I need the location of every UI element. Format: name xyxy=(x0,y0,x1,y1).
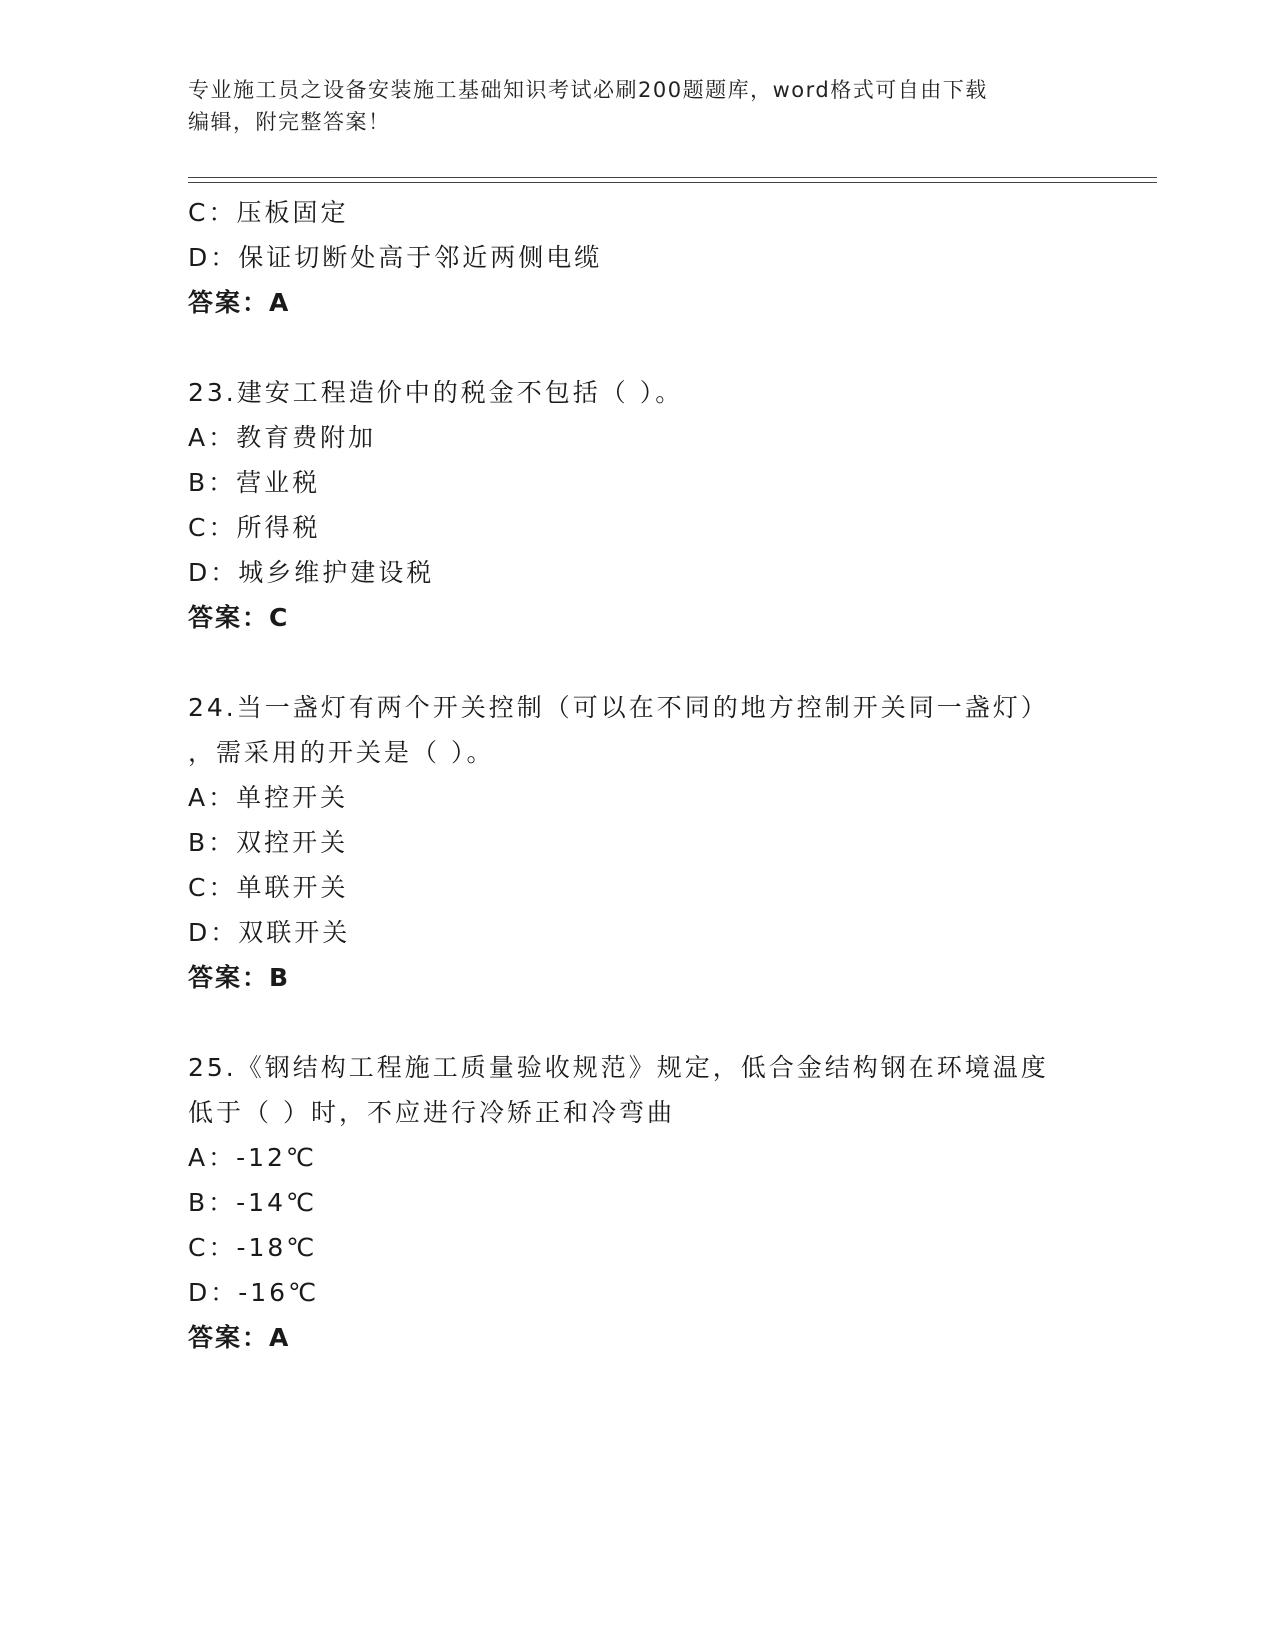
document-header xyxy=(188,74,1088,138)
option-c: C：单联开关 xyxy=(188,873,349,902)
question-22-continued xyxy=(188,190,1128,325)
question-23 xyxy=(188,370,1128,640)
option-a: A：-12℃ xyxy=(188,1143,318,1172)
option-a: A：单控开关 xyxy=(188,783,349,812)
header-title-line-2: 编辑，附完整答案！ xyxy=(188,110,391,134)
question-25 xyxy=(188,1045,1128,1360)
question-stem: 25.《钢结构工程施工质量验收规范》规定，低合金结构钢在环境温度 xyxy=(188,1053,1049,1082)
header-title-line-1: 专业施工员之设备安装施工基础知识考试必刷200题题库，word格式可自由下载 xyxy=(188,78,988,102)
option-b: B：双控开关 xyxy=(188,828,349,857)
option-a: A：教育费附加 xyxy=(188,423,377,452)
option-c: C：压板固定 xyxy=(188,198,349,227)
question-stem-continued: 低于（ ）时，不应进行冷矫正和冷弯曲 xyxy=(188,1098,675,1127)
option-d: D：城乡维护建设税 xyxy=(188,558,435,587)
question-24 xyxy=(188,685,1128,1000)
header-divider xyxy=(188,177,1157,183)
answer-line: 答案：B xyxy=(188,963,291,992)
spacer xyxy=(188,325,1128,370)
answer-line: 答案：A xyxy=(188,288,291,317)
option-c: C：所得税 xyxy=(188,513,321,542)
question-stem: 23.建安工程造价中的税金不包括（ ）。 xyxy=(188,378,684,407)
option-b: B：-14℃ xyxy=(188,1188,318,1217)
question-stem: 24.当一盏灯有两个开关控制（可以在不同的地方控制开关同一盏灯） xyxy=(188,693,1049,722)
option-c: C：-18℃ xyxy=(188,1233,318,1262)
answer-line: 答案：A xyxy=(188,1323,291,1352)
option-b: B：营业税 xyxy=(188,468,321,497)
question-list xyxy=(188,190,1128,1360)
option-d: D：双联开关 xyxy=(188,918,351,947)
spacer xyxy=(188,1000,1128,1045)
spacer xyxy=(188,640,1128,685)
answer-line: 答案：C xyxy=(188,603,290,632)
option-d: D：-16℃ xyxy=(188,1278,320,1307)
question-stem-continued: ，需采用的开关是（ ）。 xyxy=(188,738,495,767)
option-d: D：保证切断处高于邻近两侧电缆 xyxy=(188,243,603,272)
